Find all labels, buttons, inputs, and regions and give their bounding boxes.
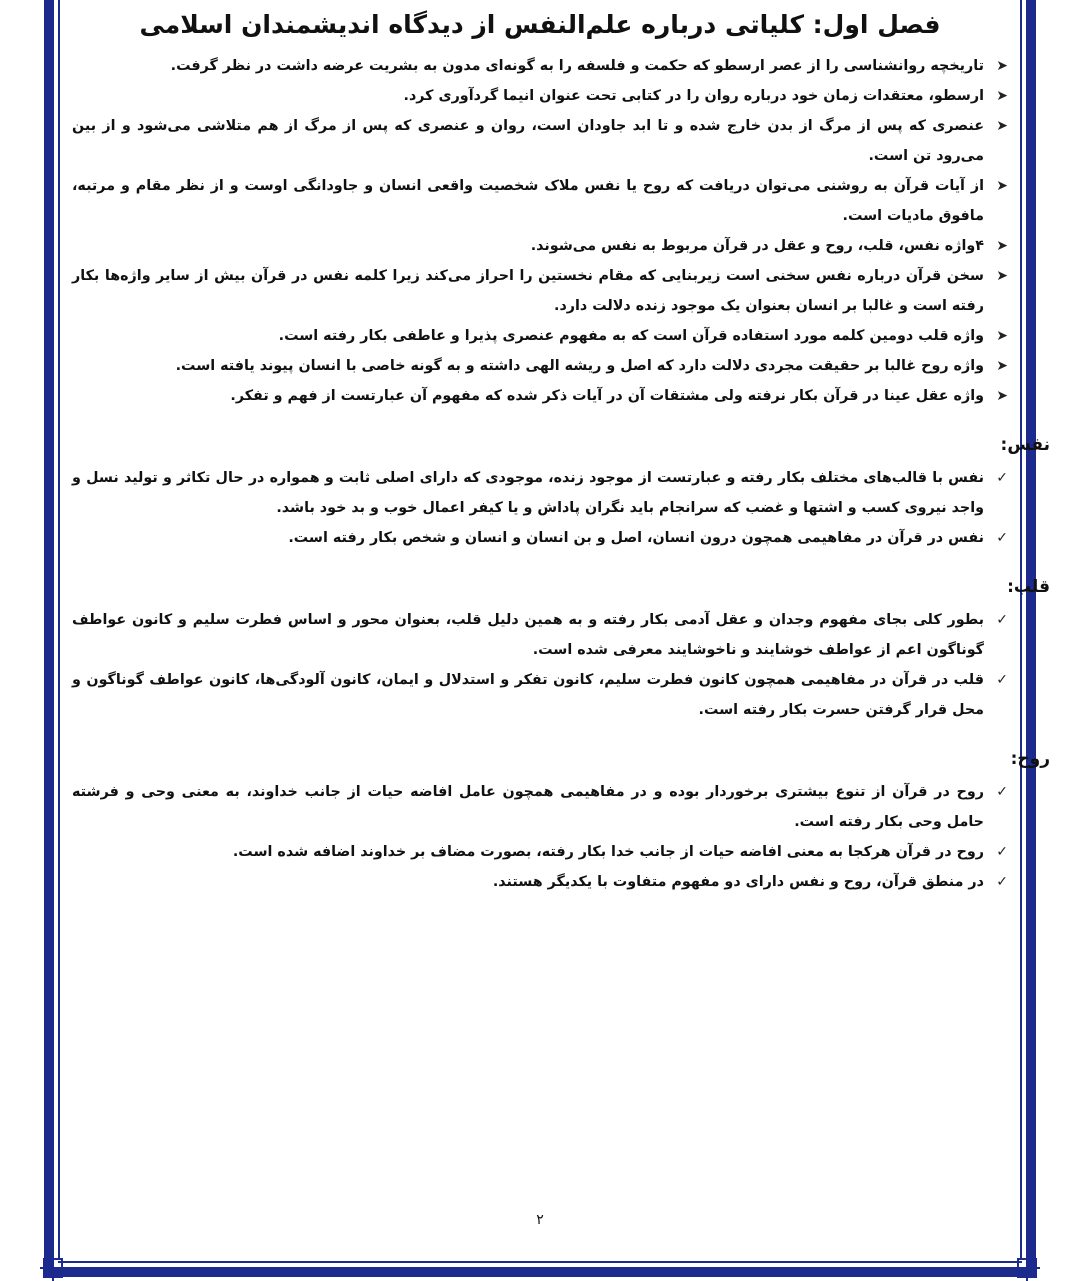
page-border-bottom-inner: [58, 1261, 1022, 1263]
section-heading-ruh: روح:: [1010, 749, 1050, 769]
check-bullet-icon: ✓: [996, 784, 1008, 800]
arrow-bullet-icon: ➤: [996, 88, 1008, 104]
page-content: [72, 8, 1050, 897]
list-item: ✓ روح در قرآن از تنوع بیشتری برخوردار بوده و در مفاهیمی همچون عامل افاضه حیات از جانب خداوند، به معنی وحی و فرشته حامل وحی بکار رفته است.: [72, 777, 1008, 837]
list-item: ➤ واژه عقل عینا در قرآن بکار نرفته ولی مشتقات آن در آیات ذکر شده که مفهوم آن عبارتست از فهم و تفکر.: [72, 381, 1008, 411]
arrow-bullet-icon: ➤: [996, 358, 1008, 374]
list-item: ➤ سخن قرآن درباره نفس سخنی است زیربنایی که مقام نخستین را احراز می‌کند زیرا کلمه نفس در قرآن بیش از سایر واژه‌ها بکار رفته است و غالبا بر انسان بعنوان یک موجود زنده دلالت دارد.: [72, 261, 1008, 321]
intro-list: [72, 51, 1008, 411]
arrow-bullet-icon: ➤: [996, 58, 1008, 74]
arrow-bullet-icon: ➤: [996, 388, 1008, 404]
list-item: ➤ ارسطو، معتقدات زمان خود درباره روان را در کتابی تحت عنوان انیما گردآوری کرد.: [72, 81, 1008, 111]
section-list-qalb: [72, 605, 1008, 725]
chapter-title: فصل اول: کلیاتی درباره علم‌النفس از دیدگاه اندیشمندان اسلامی: [139, 10, 941, 39]
check-bullet-icon: ✓: [996, 874, 1008, 890]
check-bullet-icon: ✓: [996, 612, 1008, 628]
list-item: ➤ از آیات قرآن به روشنی می‌توان دریافت که روح یا نفس ملاک شخصیت واقعی انسان و جاودانگی اوست و از نظر مقام و مرتبه، مافوق مادیات است.: [72, 171, 1008, 231]
page-border-left: [44, 0, 54, 1267]
arrow-bullet-icon: ➤: [996, 238, 1008, 254]
check-bullet-icon: ✓: [996, 530, 1008, 546]
page-border-left-inner: [58, 0, 60, 1259]
list-item: ✓ در منطق قرآن، روح و نفس دارای دو مفهوم متفاوت با یکدیگر هستند.: [72, 867, 1008, 897]
section-list-nafs: [72, 463, 1008, 553]
list-item: ✓ روح در قرآن هرکجا به معنی افاضه حیات از جانب خدا بکار رفته، بصورت مضاف بر خداوند اضافه شده است.: [72, 837, 1008, 867]
page-number: ۲: [536, 1212, 544, 1228]
arrow-bullet-icon: ➤: [996, 178, 1008, 194]
check-bullet-icon: ✓: [996, 672, 1008, 688]
list-item: ➤ واژه قلب دومین کلمه مورد استفاده قرآن است که به مفهوم عنصری پذیرا و عاطفی بکار رفته است.: [72, 321, 1008, 351]
list-item: ✓ بطور کلی بجای مفهوم وجدان و عقل آدمی بکار رفته و به همین دلیل قلب، بعنوان محور و اساس فطرت سلیم و کانون عواطف گوناگون اعم از عواطف خوشایند و ناخوشایند معرفی شده است.: [72, 605, 1008, 665]
page-border-bottom: [44, 1267, 1036, 1277]
list-item: ➤ واژه روح غالبا بر حقیقت مجردی دلالت دارد که اصل و ریشه الهی داشته و به گونه خاصی با انسان پیوند یافته است.: [72, 351, 1008, 381]
check-bullet-icon: ✓: [996, 470, 1008, 486]
list-item: ✓ نفس در قرآن در مفاهیمی همچون درون انسان، اصل و بن انسان و انسان و شخص بکار رفته است.: [72, 523, 1008, 553]
corner-ornament-left: [40, 1255, 66, 1281]
section-heading-qalb: قلب:: [1007, 577, 1050, 597]
page-border-right-inner: [1020, 0, 1022, 1259]
arrow-bullet-icon: ➤: [996, 118, 1008, 134]
list-item: ➤ عنصری که پس از مرگ از بدن خارج شده و تا ابد جاودان است، روان و عنصری که پس از مرگ از هم متلاشی می‌شود و از بین می‌رود تن است.: [72, 111, 1008, 171]
list-item: ✓ نفس با قالب‌های مختلف بکار رفته و عبارتست از موجود زنده، موجودی که دارای اصلی ثابت و همواره در حال تکاثر و تولید نسل و واجد نیروی کسب و اشتها و غضب که سرانجام باید نگران پاداش و یا کیفر اعمال خوب و بد خود باشد.: [72, 463, 1008, 523]
arrow-bullet-icon: ➤: [996, 268, 1008, 284]
arrow-bullet-icon: ➤: [996, 328, 1008, 344]
page-border-right: [1026, 0, 1036, 1267]
list-item: ✓ قلب در قرآن در مفاهیمی همچون کانون فطرت سلیم، کانون تفکر و استدلال و ایمان، کانون آلودگی‌ها، کانون عواطف گوناگون و محل قرار گرفتن حسرت بکار رفته است.: [72, 665, 1008, 725]
check-bullet-icon: ✓: [996, 844, 1008, 860]
section-list-ruh: [72, 777, 1008, 897]
list-item: ➤ ۴واژه نفس، قلب، روح و عقل در قرآن مربوط به نفس می‌شوند.: [72, 231, 1008, 261]
section-heading-nafs: نفس:: [1000, 435, 1050, 455]
list-item: ➤ تاریخچه روانشناسی را از عصر ارسطو که حکمت و فلسفه را به گونه‌ای مدون به بشریت عرضه داشت در نظر گرفت.: [72, 51, 1008, 81]
corner-ornament-right: [1014, 1255, 1040, 1281]
